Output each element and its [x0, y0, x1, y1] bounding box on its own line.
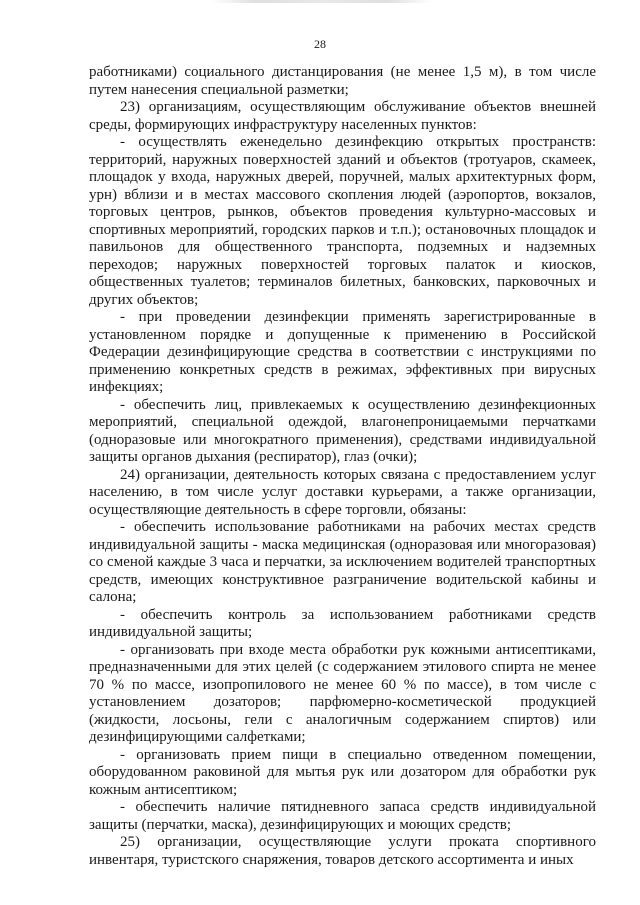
body-text — [89, 64, 596, 869]
paragraph: - организовать прием пищи в специально отведенном помещении, оборудованном раковиной для мытья рук или дозатором для обработки рук кожным антисептиком; — [89, 746, 596, 798]
paragraph: - при проведении дезинфекции применять зарегистрированные в установленном порядке и допущенные к применению в Российской Федерации дезинфицирующие средства в соответствии с инструкциями по применению конкретных средств в режимах, эффективных при вирусных инфекциях; — [89, 309, 596, 395]
paragraph: 23) организациям, осуществляющим обслуживание объектов внешней среды, формирующих инфраструктуру населенных пунктов: — [89, 99, 596, 133]
paragraph: работниками) социального дистанцирования (не менее 1,5 м), в том числе путем нанесения специальной разметки; — [89, 64, 596, 98]
paragraph: - обеспечить лиц, привлекаемых к осуществлению дезинфекционных мероприятий, специальной одеждой, влагонепроницаемыми перчатками (одноразовые или многократного применения), средствами индивидуальной защиты органов дыхания (респиратор), глаз (очки); — [89, 396, 596, 465]
scan-edge-mark — [212, 0, 432, 3]
paragraph: - организовать при входе места обработки рук кожными антисептиками, предназначенными для этих целей (с содержанием этилового спирта не менее 70 % по массе, изопропилового не менее 60 % по массе), в том числе с установлением дозаторов; парфюмерно-косметической продукцией (жидкости, лосьоны, гели с аналогичным содержанием спиртов) или дезинфицирующими салфетками; — [89, 641, 596, 745]
paragraph: 25) организации, осуществляющие услуги проката спортивного инвентаря, туристского снаряжения, товаров детского ассортимента и иных — [89, 834, 596, 868]
paragraph: - обеспечить наличие пятидневного запаса средств индивидуальной защиты (перчатки, маска), дезинфицирующих и моющих средств; — [89, 799, 596, 833]
paragraph: - осуществлять еженедельно дезинфекцию открытых пространств: территорий, наружных поверхностей зданий и объектов (тротуаров, скамеек, площадок у входа, наружных дверей, поручней, малых архитектурных форм, урн) вблизи и в местах массового скопления людей (аэропортов, вокзалов, торговых центров, рынков, объектов проведения культурно-массовых и спортивных мероприятий, городских парков и т.п.); остановочных площадок и павильонов для общественного транспорта, подземных и надземных переходов; наружных поверхностей торговых палаток и киосков, общественных туалетов; терминалов билетных, банковских, парковочных и других объектов; — [89, 134, 596, 308]
paragraph: - обеспечить контроль за использованием работниками средств индивидуальной защиты; — [89, 606, 596, 640]
paragraph: - обеспечить использование работниками на рабочих местах средств индивидуальной защиты - маска медицинская (одноразовая или многоразовая) со сменой каждые 3 часа и перчатки, за исключением водителей транспортных средств, имеющих конструктивное разграничение водительской кабины и салона; — [89, 519, 596, 605]
page-number: 28 — [314, 37, 326, 51]
paragraph: 24) организации, деятельность которых связана с предоставлением услуг населению, в том числе услуг доставки курьерами, а также организации, осуществляющие деятельность в сфере торговли, обязаны: — [89, 466, 596, 518]
